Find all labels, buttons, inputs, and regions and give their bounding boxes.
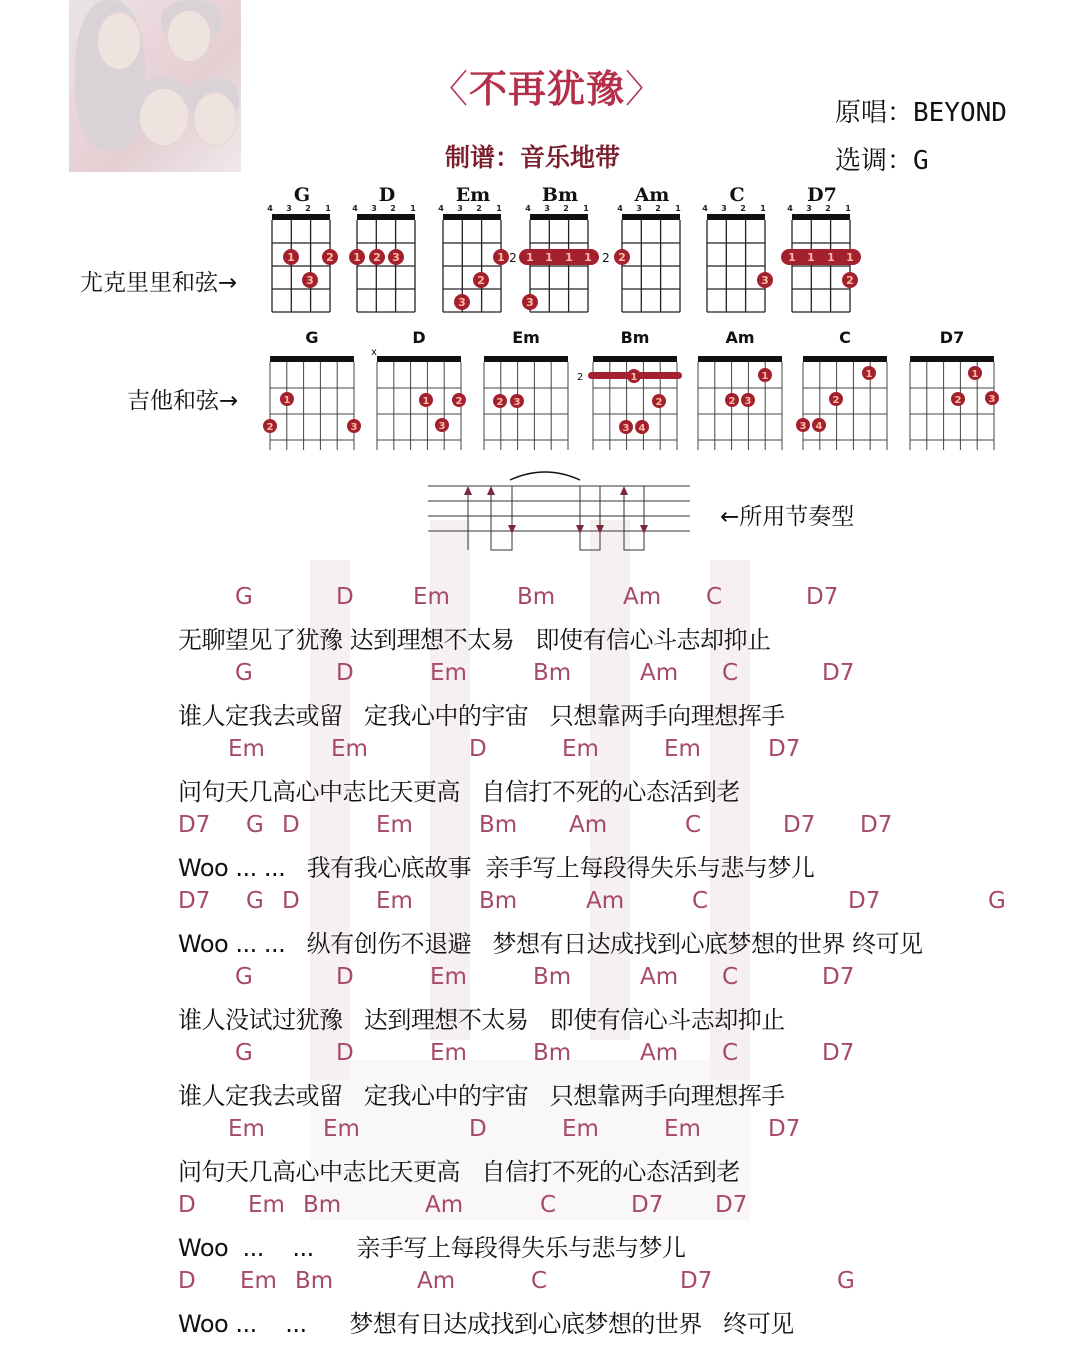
chord-label: D7 <box>631 1192 664 1218</box>
chord-label: D7 <box>715 1192 748 1218</box>
svg-text:2: 2 <box>832 395 840 406</box>
chord-label: D7 <box>783 812 816 838</box>
chord-label: Em <box>248 1192 285 1218</box>
svg-text:x: x <box>371 347 377 358</box>
lyric-line: 谁人没试过犹豫 达到理想不太易 即使有信心斗志却抑止 <box>178 1006 785 1034</box>
chord-label: C <box>722 964 739 990</box>
svg-text:1: 1 <box>807 251 815 264</box>
chord-label: D7 <box>178 888 211 914</box>
chord-label: D7 <box>822 660 855 686</box>
chord-label: D <box>178 1192 196 1218</box>
ukulele-chord-am: Am <box>634 184 670 206</box>
chord-label: D <box>336 584 354 610</box>
chord-label: Em <box>664 1116 701 1142</box>
chord-label: D7 <box>806 584 839 610</box>
svg-text:3: 3 <box>513 397 521 408</box>
svg-text:3: 3 <box>526 296 534 309</box>
svg-text:1: 1 <box>827 251 835 264</box>
chord-label: Bm <box>533 964 572 990</box>
chord-label: G <box>988 888 1006 914</box>
chord-label: G <box>235 660 253 686</box>
ukulele-chords-label: 尤克里里和弦→ <box>80 270 238 296</box>
chord-label: D7 <box>680 1268 713 1294</box>
svg-text:3: 3 <box>761 274 769 287</box>
svg-text:1: 1 <box>630 372 638 383</box>
chord-label: D7 <box>822 1040 855 1066</box>
svg-text:2: 2 <box>602 251 610 265</box>
svg-text:2: 2 <box>373 251 381 264</box>
ukulele-chord-bm: Bm <box>541 184 579 206</box>
chord-label: Am <box>640 964 679 990</box>
lyric-line: 问句天几高心中志比天更高 自信打不死的心态活到老 <box>178 1158 740 1186</box>
chord-label: G <box>837 1268 855 1294</box>
ukulele-grids-icon <box>0 0 1077 320</box>
svg-text:1: 1 <box>283 395 291 406</box>
chord-label: Am <box>640 660 679 686</box>
chord-label: Am <box>623 584 662 610</box>
chord-label: D7 <box>848 888 881 914</box>
lyrics-sheet <box>0 580 1077 1350</box>
chord-label: C <box>685 812 702 838</box>
svg-text:1: 1 <box>761 371 769 382</box>
svg-text:1: 1 <box>287 251 295 264</box>
svg-text:1: 1 <box>788 251 796 264</box>
title-bracket-open: 〈 <box>430 67 470 111</box>
svg-text:4: 4 <box>815 421 823 432</box>
chord-label: Bm <box>295 1268 334 1294</box>
chord-label: D7 <box>178 812 211 838</box>
guitar-chord-bm: Bm <box>620 328 650 347</box>
guitar-chord-am: Am <box>725 328 755 347</box>
svg-text:2: 2 <box>496 397 504 408</box>
chord-label: Em <box>376 888 413 914</box>
chord-label: C <box>722 660 739 686</box>
svg-text:1: 1 <box>353 251 361 264</box>
chord-label: Bm <box>533 1040 572 1066</box>
chord-label: D <box>336 660 354 686</box>
chord-label: Bm <box>303 1192 342 1218</box>
chord-label: G <box>235 964 253 990</box>
svg-text:3: 3 <box>392 251 400 264</box>
chord-label: Em <box>228 1116 265 1142</box>
chord-label: Am <box>569 812 608 838</box>
chord-label: C <box>692 888 709 914</box>
chord-label: Am <box>425 1192 464 1218</box>
svg-text:3: 3 <box>306 274 314 287</box>
ukulele-chord-em: Em <box>455 184 491 206</box>
title-text: 不再犹豫 <box>469 67 626 111</box>
chord-label: G <box>235 1040 253 1066</box>
svg-text:2: 2 <box>266 422 274 433</box>
svg-text:2: 2 <box>618 251 626 264</box>
svg-text:2: 2 <box>954 395 962 406</box>
ukulele-chord-c: C <box>729 184 745 206</box>
chord-label: D <box>282 888 300 914</box>
chord-label: D <box>336 964 354 990</box>
svg-text:3: 3 <box>458 296 466 309</box>
svg-text:4: 4 <box>638 423 646 434</box>
lyric-line: 无聊望见了犹豫 达到理想不太易 即使有信心斗志却抑止 <box>178 626 771 654</box>
guitar-chord-d: D <box>412 328 426 347</box>
svg-text:2: 2 <box>509 251 517 265</box>
svg-text:3: 3 <box>799 421 807 432</box>
svg-text:2: 2 <box>455 396 463 407</box>
chord-label: Bm <box>533 660 572 686</box>
svg-text:1: 1 <box>422 396 430 407</box>
svg-text:1: 1 <box>565 251 573 264</box>
title-bracket-close: 〉 <box>625 67 665 111</box>
strum-pattern-icon <box>428 468 698 556</box>
svg-text:3: 3 <box>622 423 630 434</box>
svg-text:3: 3 <box>438 421 446 432</box>
svg-text:3: 3 <box>988 394 996 405</box>
chord-label: Bm <box>517 584 556 610</box>
chord-label: D <box>336 1040 354 1066</box>
chord-label: C <box>531 1268 548 1294</box>
guitar-chord-chart <box>0 320 1077 450</box>
svg-text:2: 2 <box>655 397 663 408</box>
guitar-chord-em: Em <box>512 328 540 347</box>
svg-text:3: 3 <box>744 396 752 407</box>
guitar-chord-g: G <box>305 328 319 347</box>
chord-label: D <box>469 736 487 762</box>
original-singer: 原唱：BEYOND <box>835 98 1007 128</box>
ukulele-chord-d7: D7 <box>807 184 837 206</box>
chord-label: Em <box>430 964 467 990</box>
chord-label: Em <box>323 1116 360 1142</box>
chord-label: Em <box>376 812 413 838</box>
chord-label: Am <box>640 1040 679 1066</box>
svg-text:2: 2 <box>477 274 485 287</box>
chord-label: Bm <box>479 888 518 914</box>
chord-label: C <box>540 1192 557 1218</box>
ukulele-chord-d: D <box>378 184 396 206</box>
guitar-chords-label: 吉他和弦→ <box>127 388 239 414</box>
lyric-line: Woo ... ... 亲手写上每段得失乐与悲与梦儿 <box>178 1234 686 1262</box>
svg-text:1: 1 <box>497 251 505 264</box>
chord-label: Em <box>562 736 599 762</box>
svg-text:1: 1 <box>526 251 534 264</box>
chord-label: D <box>469 1116 487 1142</box>
lyric-line: 谁人定我去或留 定我心中的宇宙 只想靠两手向理想挥手 <box>178 1082 785 1110</box>
svg-text:2: 2 <box>728 396 736 407</box>
lyric-line: 问句天几高心中志比天更高 自信打不死的心态活到老 <box>178 778 740 806</box>
svg-text:3: 3 <box>350 422 358 433</box>
chord-label: D7 <box>768 1116 801 1142</box>
selected-key: 选调：G <box>835 146 929 176</box>
ukulele-chord-chart <box>0 0 1077 320</box>
chord-label: D <box>282 812 300 838</box>
svg-text:2: 2 <box>576 372 584 383</box>
chord-label: Am <box>586 888 625 914</box>
chord-label: D7 <box>768 736 801 762</box>
chord-label: D7 <box>860 812 893 838</box>
ukulele-chord-g: G <box>293 184 311 206</box>
svg-text:1: 1 <box>846 251 854 264</box>
chord-label: Em <box>331 736 368 762</box>
chord-label: C <box>706 584 723 610</box>
chord-label: D7 <box>822 964 855 990</box>
guitar-chord-d7: D7 <box>939 328 965 347</box>
rhythm-pattern-label: ←所用节奏型 <box>720 504 855 530</box>
chord-label: Em <box>562 1116 599 1142</box>
lyric-line: Woo ... ... 我有我心底故事 亲手写上每段得失乐与悲与梦儿 <box>178 854 815 882</box>
chord-label: Bm <box>479 812 518 838</box>
lyric-line: Woo ... ... 梦想有日达成找到心底梦想的世界 终可见 <box>178 1310 794 1338</box>
svg-text:1: 1 <box>971 369 979 380</box>
chord-label: G <box>235 584 253 610</box>
transcriber: 制谱：音乐地带 <box>445 143 621 172</box>
svg-text:1: 1 <box>584 251 592 264</box>
svg-text:1: 1 <box>545 251 553 264</box>
lyric-line: Woo ... ... 纵有创伤不退避 梦想有日达成找到心底梦想的世界 终可见 <box>178 930 923 958</box>
chord-label: Em <box>228 736 265 762</box>
chord-label: G <box>246 888 264 914</box>
chord-label: Em <box>413 584 450 610</box>
chord-label: Em <box>664 736 701 762</box>
svg-text:2: 2 <box>846 274 854 287</box>
chord-label: C <box>722 1040 739 1066</box>
svg-text:1: 1 <box>865 369 873 380</box>
chord-label: Em <box>430 660 467 686</box>
lyric-line: 谁人定我去或留 定我心中的宇宙 只想靠两手向理想挥手 <box>178 702 785 730</box>
chord-label: Am <box>417 1268 456 1294</box>
chord-label: Em <box>430 1040 467 1066</box>
chord-label: D <box>178 1268 196 1294</box>
guitar-chord-c: C <box>839 328 851 347</box>
svg-text:2: 2 <box>326 251 334 264</box>
chord-label: G <box>246 812 264 838</box>
chord-label: Em <box>240 1268 277 1294</box>
